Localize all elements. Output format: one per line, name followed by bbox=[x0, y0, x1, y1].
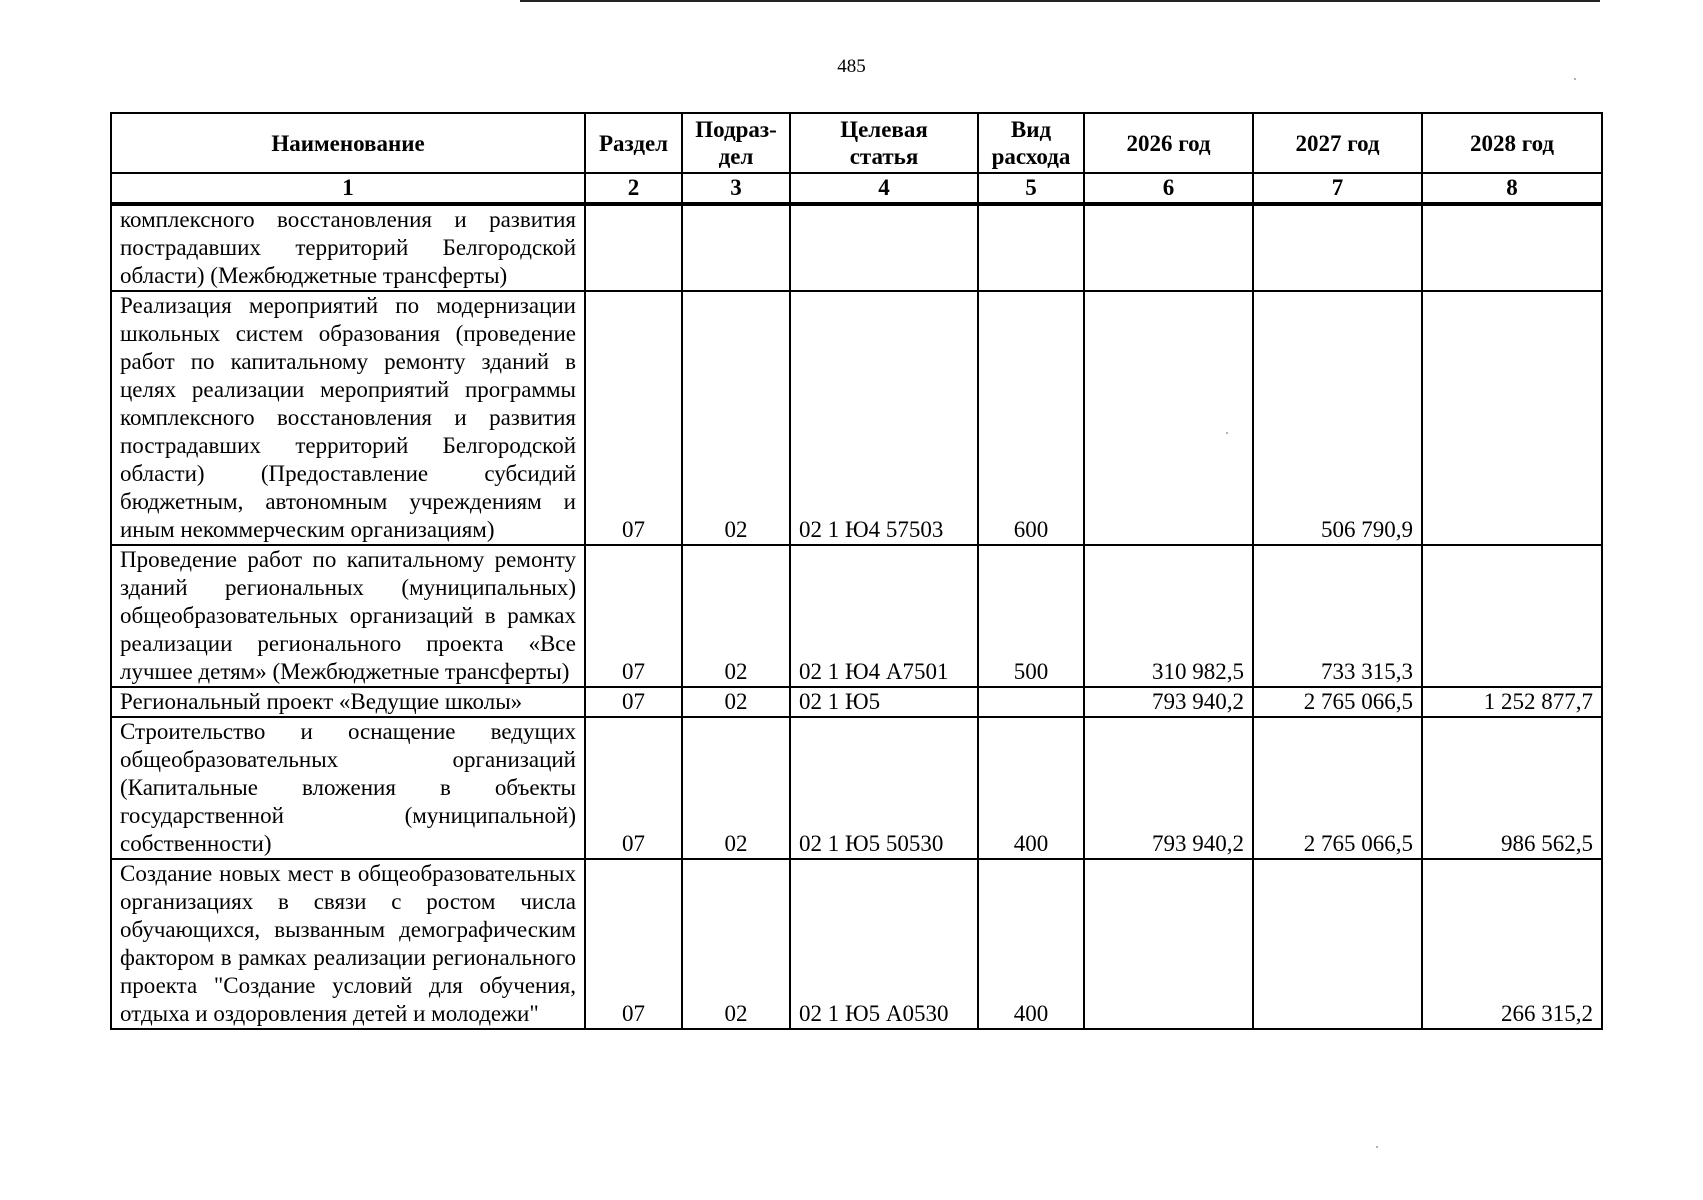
row-2028 bbox=[1422, 204, 1602, 291]
row-name: Создание новых мест в общеобразовательных организациях в связи с ростом числа обучающихся, вызванным демографическим фактором в рамках реализации регионального проекта "Создание условий для обучения, отдыха и оздоровления детей и молодежи" bbox=[111, 859, 585, 1029]
row-razdel: 07 bbox=[585, 717, 682, 859]
row-2028 bbox=[1422, 545, 1602, 687]
row-2027: 506 790,9 bbox=[1253, 291, 1422, 545]
column-number: 1 bbox=[111, 173, 585, 204]
row-podrazdel bbox=[682, 204, 790, 291]
row-2027: 2 765 066,5 bbox=[1253, 717, 1422, 859]
column-number: 5 bbox=[978, 173, 1084, 204]
row-razdel: 07 bbox=[585, 291, 682, 545]
row-podrazdel: 02 bbox=[682, 717, 790, 859]
row-name: Региональный проект «Ведущие школы» bbox=[111, 687, 585, 717]
header-podrazdel: Подраз- дел bbox=[682, 113, 790, 173]
row-podrazdel: 02 bbox=[682, 545, 790, 687]
row-2028: 1 252 877,7 bbox=[1422, 687, 1602, 717]
row-2028 bbox=[1422, 291, 1602, 545]
row-2027 bbox=[1253, 859, 1422, 1029]
scan-speck bbox=[1226, 432, 1228, 434]
budget-table bbox=[110, 112, 1603, 1030]
table-row bbox=[111, 687, 1602, 717]
row-celevaya: 02 1 Ю4 57503 bbox=[790, 291, 978, 545]
row-2028: 266 315,2 bbox=[1422, 859, 1602, 1029]
column-number: 6 bbox=[1084, 173, 1253, 204]
row-vid: 400 bbox=[978, 859, 1084, 1029]
row-2026: 793 940,2 bbox=[1084, 717, 1253, 859]
row-2027: 2 765 066,5 bbox=[1253, 687, 1422, 717]
scan-speck bbox=[1574, 78, 1576, 80]
row-vid: 500 bbox=[978, 545, 1084, 687]
row-2026: 793 940,2 bbox=[1084, 687, 1253, 717]
table-row bbox=[111, 291, 1602, 545]
row-celevaya: 02 1 Ю5 bbox=[790, 687, 978, 717]
header-razdel: Раздел bbox=[585, 113, 682, 173]
column-number: 3 bbox=[682, 173, 790, 204]
row-vid bbox=[978, 204, 1084, 291]
row-razdel: 07 bbox=[585, 545, 682, 687]
header-vid-rashoda: Вид расхода bbox=[978, 113, 1084, 173]
table-row bbox=[111, 717, 1602, 859]
table-row bbox=[111, 204, 1602, 291]
header-row bbox=[111, 113, 1602, 173]
header-celevaya-statya: Целевая статья bbox=[790, 113, 978, 173]
row-2026 bbox=[1084, 859, 1253, 1029]
row-name: комплексного восстановления и развития пострадавших территорий Белгородской области) (Межбюджетные трансферты) bbox=[111, 204, 585, 291]
row-celevaya: 02 1 Ю5 А0530 bbox=[790, 859, 978, 1029]
table-row bbox=[111, 859, 1602, 1029]
row-podrazdel: 02 bbox=[682, 687, 790, 717]
row-celevaya bbox=[790, 204, 978, 291]
row-2027: 733 315,3 bbox=[1253, 545, 1422, 687]
row-razdel: 07 bbox=[585, 687, 682, 717]
row-vid: 400 bbox=[978, 717, 1084, 859]
row-podrazdel: 02 bbox=[682, 291, 790, 545]
page-number: 485 bbox=[837, 56, 866, 77]
row-2026 bbox=[1084, 291, 1253, 545]
scan-speck bbox=[1376, 1146, 1378, 1148]
column-number: 2 bbox=[585, 173, 682, 204]
row-vid: 600 bbox=[978, 291, 1084, 545]
scan-edge-line bbox=[520, 0, 1600, 2]
header-2027: 2027 год bbox=[1253, 113, 1422, 173]
row-name: Строительство и оснащение ведущих общеобразовательных организаций (Капитальные вложения в объекты государственной (муниципальной) собственности) bbox=[111, 717, 585, 859]
column-number: 7 bbox=[1253, 173, 1422, 204]
table-row bbox=[111, 545, 1602, 687]
column-number-row bbox=[111, 173, 1602, 204]
header-2026: 2026 год bbox=[1084, 113, 1253, 173]
row-celevaya: 02 1 Ю4 А7501 bbox=[790, 545, 978, 687]
row-podrazdel: 02 bbox=[682, 859, 790, 1029]
row-name: Реализация мероприятий по модернизации школьных систем образования (проведение работ по капитальному ремонту зданий в целях реализации мероприятий программы комплексного восстановления и развития пострадавших территорий Белгородской области) (Предоставление субсидий бюджетным, автономным учреждениям и иным некоммерческим организациям) bbox=[111, 291, 585, 545]
row-2027 bbox=[1253, 204, 1422, 291]
header-2028: 2028 год bbox=[1422, 113, 1602, 173]
row-vid bbox=[978, 687, 1084, 717]
column-number: 4 bbox=[790, 173, 978, 204]
row-2028: 986 562,5 bbox=[1422, 717, 1602, 859]
column-number: 8 bbox=[1422, 173, 1602, 204]
row-2026 bbox=[1084, 204, 1253, 291]
row-celevaya: 02 1 Ю5 50530 bbox=[790, 717, 978, 859]
row-razdel bbox=[585, 204, 682, 291]
row-razdel: 07 bbox=[585, 859, 682, 1029]
row-2026: 310 982,5 bbox=[1084, 545, 1253, 687]
header-name: Наименование bbox=[111, 113, 585, 173]
row-name: Проведение работ по капитальному ремонту зданий региональных (муниципальных) общеобразовательных организаций в рамках реализации регионального проекта «Все лучшее детям» (Межбюджетные трансферты) bbox=[111, 545, 585, 687]
